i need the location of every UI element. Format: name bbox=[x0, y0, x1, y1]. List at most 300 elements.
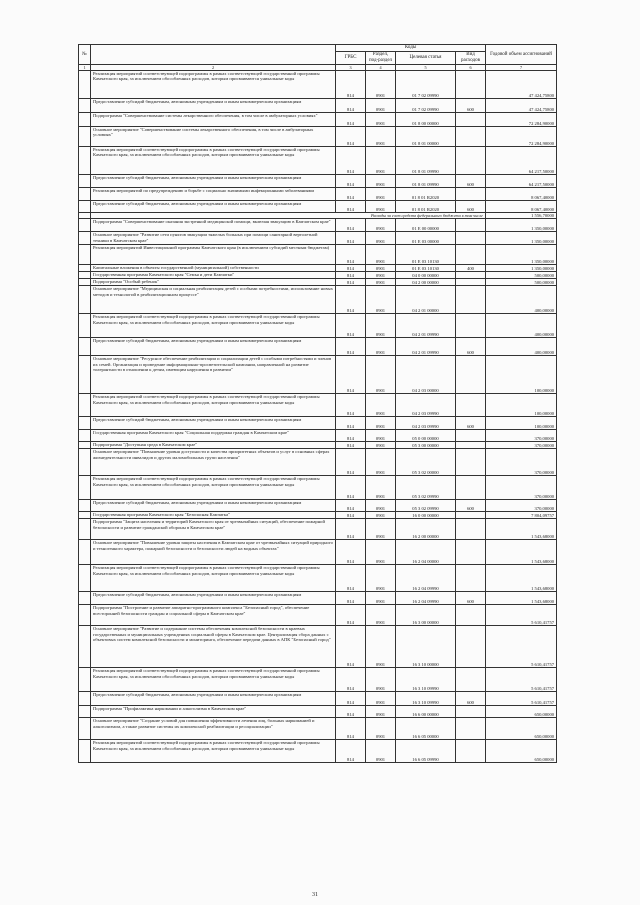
row-name: Реализация мероприятий соответствующей подпрограммы в рамках соответствующей государственной программы Камчатского края, за исключением обособленных расходов, которым присваиваются уникальные коды bbox=[91, 476, 336, 500]
row-expense-type: 600 bbox=[456, 175, 486, 188]
row-grbs: 814 bbox=[336, 430, 366, 442]
table-row bbox=[79, 476, 557, 500]
row-target-article: 16 3 10 00000 bbox=[396, 626, 456, 668]
header-name bbox=[91, 45, 336, 65]
row-number bbox=[79, 175, 91, 188]
row-expense-type bbox=[456, 668, 486, 692]
table-row bbox=[79, 417, 557, 430]
row-number bbox=[79, 265, 91, 272]
row-target-article: 05 0 00 00000 bbox=[396, 430, 456, 442]
row-number bbox=[79, 519, 91, 540]
row-target-article: 16 3 00 00000 bbox=[396, 605, 456, 626]
table-row bbox=[79, 272, 557, 279]
row-number bbox=[79, 314, 91, 338]
row-name: Подпрограмма "Совершенствование системы лекарственного обеспечения, в том числе в амбулаторных условиях" bbox=[91, 113, 336, 127]
row-section: 0901 bbox=[366, 605, 396, 626]
row-sum: 72 284,90000 bbox=[486, 113, 557, 127]
row-grbs: 814 bbox=[336, 540, 366, 565]
note-sum: 1 556,70000 bbox=[486, 213, 557, 219]
column-number: 3 bbox=[336, 65, 366, 71]
row-number bbox=[79, 356, 91, 394]
row-name: Реализация мероприятий соответствующей подпрограммы в рамках соответствующей государственной программы Камчатского края, за исключением обособленных расходов, которым присваиваются уникальные коды bbox=[91, 314, 336, 338]
row-target-article: 04 0 00 00000 bbox=[396, 272, 456, 279]
row-target-article: 16 6 00 00000 bbox=[396, 706, 456, 718]
header-num: № bbox=[79, 45, 91, 65]
row-target-article: 01 Е 03 10130 bbox=[396, 245, 456, 265]
row-section: 0901 bbox=[366, 99, 396, 113]
table-row bbox=[79, 356, 557, 394]
row-section: 0901 bbox=[366, 706, 396, 718]
row-grbs: 814 bbox=[336, 512, 366, 519]
row-section: 0901 bbox=[366, 127, 396, 147]
table-row bbox=[79, 540, 557, 565]
row-section: 0901 bbox=[366, 740, 396, 763]
row-sum: 5 610,41757 bbox=[486, 626, 557, 668]
table-row bbox=[79, 442, 557, 449]
row-expense-type bbox=[456, 718, 486, 740]
row-grbs: 814 bbox=[336, 565, 366, 592]
row-name: Государственная программа Камчатского края "Безопасная Камчатка" bbox=[91, 512, 336, 519]
row-name: Реализация мероприятий соответствующей подпрограммы в рамках соответствующей государственной программы Камчатского края, за исключением обособленных расходов, которым присваиваются уникальные коды bbox=[91, 147, 336, 175]
row-sum: 1 350,00000 bbox=[486, 265, 557, 272]
row-section: 0901 bbox=[366, 338, 396, 356]
row-name: Подпрограмма "Совершенствование оказания экстренной медицинской помощи, включая эвакуацию в Камчатском крае" bbox=[91, 219, 336, 232]
row-number bbox=[79, 286, 91, 314]
row-sum: 1 543,68000 bbox=[486, 592, 557, 605]
row-target-article: 16 2 04 00000 bbox=[396, 540, 456, 565]
row-name: Подпрограмма "Доступная среда в Камчатском крае" bbox=[91, 442, 336, 449]
row-number bbox=[79, 565, 91, 592]
row-section: 0901 bbox=[366, 417, 396, 430]
row-grbs: 814 bbox=[336, 286, 366, 314]
table-row bbox=[79, 394, 557, 417]
row-expense-type bbox=[456, 356, 486, 394]
row-grbs: 814 bbox=[336, 127, 366, 147]
row-grbs: 814 bbox=[336, 175, 366, 188]
row-section: 0901 bbox=[366, 718, 396, 740]
table-row bbox=[79, 245, 557, 265]
row-number bbox=[79, 113, 91, 127]
column-number: 5 bbox=[396, 65, 456, 71]
table-row bbox=[79, 626, 557, 668]
row-number bbox=[79, 147, 91, 175]
row-target-article: 04 2 03 09990 bbox=[396, 394, 456, 417]
row-grbs: 814 bbox=[336, 232, 366, 245]
row-expense-type bbox=[456, 127, 486, 147]
row-sum: 47 424,75800 bbox=[486, 99, 557, 113]
row-number bbox=[79, 442, 91, 449]
row-target-article: 16 3 10 09990 bbox=[396, 668, 456, 692]
row-grbs: 814 bbox=[336, 394, 366, 417]
table-row bbox=[79, 605, 557, 626]
row-section: 0901 bbox=[366, 113, 396, 127]
row-section: 0901 bbox=[366, 565, 396, 592]
row-expense-type: 600 bbox=[456, 201, 486, 213]
table-row bbox=[79, 740, 557, 763]
row-section: 0901 bbox=[366, 692, 396, 706]
row-number bbox=[79, 99, 91, 113]
row-target-article: 16 6 05 09990 bbox=[396, 740, 456, 763]
row-grbs: 814 bbox=[336, 592, 366, 605]
row-sum: 400,00000 bbox=[486, 286, 557, 314]
row-sum: 5 610,41757 bbox=[486, 605, 557, 626]
row-name: Предоставление субсидий бюджетным, автономным учреждениям и иным некоммерческим организациям bbox=[91, 99, 336, 113]
header-expense-type: Вид расходов bbox=[456, 52, 486, 65]
row-expense-type bbox=[456, 245, 486, 265]
row-number bbox=[79, 279, 91, 286]
row-grbs: 814 bbox=[336, 668, 366, 692]
table-row bbox=[79, 592, 557, 605]
table-row bbox=[79, 338, 557, 356]
row-grbs: 814 bbox=[336, 314, 366, 338]
row-expense-type: 400 bbox=[456, 265, 486, 272]
row-sum: 8 067,40000 bbox=[486, 188, 557, 201]
row-expense-type bbox=[456, 442, 486, 449]
row-grbs: 814 bbox=[336, 706, 366, 718]
row-number bbox=[79, 232, 91, 245]
row-section: 0901 bbox=[366, 626, 396, 668]
row-target-article: 05 3 02 09990 bbox=[396, 500, 456, 512]
table-row bbox=[79, 692, 557, 706]
row-name: Основное мероприятие "Создание условий для повышения эффективности лечения лиц, больных наркоманией и алкоголизмом, а также развитие системы их комплексной реабилитации и ресоциализации" bbox=[91, 718, 336, 740]
row-number bbox=[79, 449, 91, 476]
row-target-article: 01 8 01 R2020 bbox=[396, 188, 456, 201]
column-number: 2 bbox=[91, 65, 336, 71]
table-row bbox=[79, 113, 557, 127]
row-section: 0901 bbox=[366, 71, 396, 99]
row-sum: 1 543,68000 bbox=[486, 540, 557, 565]
row-grbs: 814 bbox=[336, 201, 366, 213]
row-expense-type: 600 bbox=[456, 417, 486, 430]
row-grbs: 814 bbox=[336, 113, 366, 127]
row-name: Основное мероприятие "Развитие сети пунктов эвакуации тяжелых больных при помощи санитарной вертолетной техники в Камчатском крае" bbox=[91, 232, 336, 245]
row-expense-type bbox=[456, 565, 486, 592]
row-expense-type bbox=[456, 605, 486, 626]
row-target-article: 04 2 03 00000 bbox=[396, 356, 456, 394]
row-grbs: 814 bbox=[336, 356, 366, 394]
row-section: 0901 bbox=[366, 519, 396, 540]
row-section: 0901 bbox=[366, 430, 396, 442]
row-target-article: 01 8 00 00000 bbox=[396, 113, 456, 127]
table-row bbox=[79, 201, 557, 213]
table-row bbox=[79, 127, 557, 147]
row-target-article: 04 2 01 09990 bbox=[396, 338, 456, 356]
row-name: Предоставление субсидий бюджетным, автономным учреждениям и иным некоммерческим организациям bbox=[91, 201, 336, 213]
row-expense-type bbox=[456, 272, 486, 279]
row-number bbox=[79, 540, 91, 565]
table-row bbox=[79, 147, 557, 175]
row-section: 0901 bbox=[366, 500, 396, 512]
table-row bbox=[79, 71, 557, 99]
row-expense-type bbox=[456, 147, 486, 175]
row-section: 0901 bbox=[366, 232, 396, 245]
row-section: 0901 bbox=[366, 188, 396, 201]
table-row bbox=[79, 449, 557, 476]
row-name: Предоставление субсидий бюджетным, автономным учреждениям и иным некоммерческим организациям bbox=[91, 417, 336, 430]
row-grbs: 814 bbox=[336, 500, 366, 512]
table-row bbox=[79, 99, 557, 113]
row-name: Подпрограмма "Особый ребенок" bbox=[91, 279, 336, 286]
row-sum: 8 067,40000 bbox=[486, 201, 557, 213]
row-expense-type bbox=[456, 113, 486, 127]
row-section: 0901 bbox=[366, 592, 396, 605]
row-name: Реализация мероприятий соответствующей подпрограммы в рамках соответствующей государственной программы Камчатского края, за исключением обособленных расходов, которым присваиваются уникальные коды bbox=[91, 740, 336, 763]
column-number: 6 bbox=[456, 65, 486, 71]
row-name: Капитальные вложения в объекты государственной (муниципальной) собственности bbox=[91, 265, 336, 272]
row-sum: 7 804,09757 bbox=[486, 512, 557, 519]
row-sum: 400,00000 bbox=[486, 314, 557, 338]
table-row bbox=[79, 706, 557, 718]
row-target-article: 05 3 00 00000 bbox=[396, 442, 456, 449]
row-section: 0901 bbox=[366, 245, 396, 265]
table-row bbox=[79, 286, 557, 314]
row-target-article: 01 8 01 09990 bbox=[396, 175, 456, 188]
row-grbs: 814 bbox=[336, 272, 366, 279]
row-target-article: 01 8 01 09990 bbox=[396, 147, 456, 175]
row-number bbox=[79, 188, 91, 201]
row-sum: 47 424,75800 bbox=[486, 71, 557, 99]
row-sum: 370,00000 bbox=[486, 476, 557, 500]
row-expense-type bbox=[456, 71, 486, 99]
row-section: 0901 bbox=[366, 449, 396, 476]
row-name: Реализация мероприятий Инвестиционной программы Камчатского края (в исключением субсидий местным бюджетам) bbox=[91, 245, 336, 265]
column-number: 7 bbox=[486, 65, 557, 71]
row-name: Основное мероприятие "Совершенствование системы лекарственного обеспечения, в том числе в амбулаторных условиях" bbox=[91, 127, 336, 147]
row-sum: 500,00000 bbox=[486, 272, 557, 279]
row-number bbox=[79, 71, 91, 99]
row-sum: 1 543,68000 bbox=[486, 565, 557, 592]
row-target-article: 16 2 04 09990 bbox=[396, 565, 456, 592]
row-expense-type bbox=[456, 449, 486, 476]
row-name: Основное мероприятие "Медицинская и социальная реабилитация детей с особыми потребностями, использование новых методов и технологий в реабилитационном процессе" bbox=[91, 286, 336, 314]
column-number: 4 bbox=[366, 65, 396, 71]
note-text: Расходы за счет средств федерального бюджета в том числе bbox=[91, 213, 486, 219]
row-sum: 5 610,41757 bbox=[486, 692, 557, 706]
row-target-article: 01 7 02 09990 bbox=[396, 71, 456, 99]
row-sum: 400,00000 bbox=[486, 338, 557, 356]
row-target-article: 04 2 01 09990 bbox=[396, 314, 456, 338]
row-target-article: 01 Е 03 00000 bbox=[396, 232, 456, 245]
row-expense-type bbox=[456, 706, 486, 718]
row-grbs: 814 bbox=[336, 338, 366, 356]
row-section: 0901 bbox=[366, 476, 396, 500]
row-expense-type: 600 bbox=[456, 692, 486, 706]
row-sum: 64 217,50000 bbox=[486, 175, 557, 188]
row-expense-type bbox=[456, 188, 486, 201]
row-target-article: 16 3 10 09990 bbox=[396, 692, 456, 706]
row-target-article: 16 6 05 00000 bbox=[396, 718, 456, 740]
row-sum: 650,00000 bbox=[486, 706, 557, 718]
row-name: Реализация мероприятий по предупреждению и борьбе с социально значимыми инфекционными заболеваниями bbox=[91, 188, 336, 201]
row-sum: 370,00000 bbox=[486, 449, 557, 476]
row-expense-type bbox=[456, 219, 486, 232]
row-name: Основное мероприятие "Развитие и содержание системы обеспечения комплексной безопасности в краевых государственных и муниципальных учреждениях социальной сферы в Камчатском крае. Централизация сбора данных с объектовых систем комплексной безопасности и мониторинга, обеспечение передачи данных в АПК "Безопасный город" bbox=[91, 626, 336, 668]
row-target-article: 01 Е 03 10130 bbox=[396, 265, 456, 272]
row-name: Реализация мероприятий соответствующей подпрограммы в рамках соответствующей государственной программы Камчатского края, за исключением обособленных расходов, которым присваиваются уникальные коды bbox=[91, 565, 336, 592]
row-target-article: 16 2 00 00000 bbox=[396, 519, 456, 540]
row-number bbox=[79, 668, 91, 692]
row-expense-type bbox=[456, 626, 486, 668]
row-section: 0901 bbox=[366, 279, 396, 286]
row-number bbox=[79, 692, 91, 706]
row-number bbox=[79, 605, 91, 626]
row-expense-type bbox=[456, 476, 486, 500]
row-name: Государственная программа Камчатского края "Семья и дети Камчатки" bbox=[91, 272, 336, 279]
row-grbs: 814 bbox=[336, 476, 366, 500]
row-expense-type: 600 bbox=[456, 592, 486, 605]
row-grbs: 814 bbox=[336, 626, 366, 668]
row-section: 0901 bbox=[366, 175, 396, 188]
table-row bbox=[79, 314, 557, 338]
table-row bbox=[79, 668, 557, 692]
row-target-article: 01 8 01 00000 bbox=[396, 127, 456, 147]
table-row bbox=[79, 232, 557, 245]
row-number bbox=[79, 476, 91, 500]
row-name: Подпрограмма "Защита населения и территорий Камчатского края от чрезвычайных ситуаций, обеспечение пожарной безопасности и развитие гражданской обороны в Камчатском крае" bbox=[91, 519, 336, 540]
row-target-article: 04 2 01 00000 bbox=[396, 286, 456, 314]
row-section: 0901 bbox=[366, 540, 396, 565]
row-sum: 650,00000 bbox=[486, 740, 557, 763]
row-target-article: 04 2 00 00000 bbox=[396, 279, 456, 286]
header-razdel: Раздел, под-раздел bbox=[366, 52, 396, 65]
row-sum: 650,00000 bbox=[486, 718, 557, 740]
row-section: 0901 bbox=[366, 219, 396, 232]
row-number bbox=[79, 740, 91, 763]
row-target-article: 04 2 03 09990 bbox=[396, 417, 456, 430]
table-row bbox=[79, 219, 557, 232]
row-sum: 1 543,68000 bbox=[486, 519, 557, 540]
page-number: 31 bbox=[312, 892, 318, 898]
row-number bbox=[79, 127, 91, 147]
row-number bbox=[79, 706, 91, 718]
row-name: Государственная программа Камчатского края "Социальная поддержка граждан в Камчатском крае" bbox=[91, 430, 336, 442]
table-row bbox=[79, 175, 557, 188]
row-number bbox=[79, 201, 91, 213]
row-grbs: 814 bbox=[336, 605, 366, 626]
row-sum: 1 350,00000 bbox=[486, 219, 557, 232]
row-number bbox=[79, 417, 91, 430]
row-section: 0901 bbox=[366, 512, 396, 519]
row-sum: 370,00000 bbox=[486, 500, 557, 512]
row-number bbox=[79, 272, 91, 279]
row-grbs: 814 bbox=[336, 417, 366, 430]
column-number: 1 bbox=[79, 65, 91, 71]
row-section: 0901 bbox=[366, 265, 396, 272]
row-sum: 64 217,50000 bbox=[486, 147, 557, 175]
row-grbs: 814 bbox=[336, 245, 366, 265]
row-expense-type bbox=[456, 430, 486, 442]
row-expense-type bbox=[456, 394, 486, 417]
row-name: Подпрограмма "Построение и развитие аппаратно-программного комплекса "Безопасный город", обеспечение всесторонней безопасности граждан и социальной сферы в Камчатском крае" bbox=[91, 605, 336, 626]
row-target-article: 01 7 02 09990 bbox=[396, 99, 456, 113]
table-row bbox=[79, 265, 557, 272]
row-sum: 1 350,00000 bbox=[486, 245, 557, 265]
row-sum: 500,00000 bbox=[486, 279, 557, 286]
row-section: 0901 bbox=[366, 314, 396, 338]
row-name: Основное мероприятие "Ресурсное обеспечение реабилитации и социализации детей с особыми потребностями и членов их семей. Организация и проведение информационно-просветительской кампании, направленной на развитие толерантности в отношении к детям, имеющим нарушения в развитии" bbox=[91, 356, 336, 394]
row-grbs: 814 bbox=[336, 692, 366, 706]
row-name: Предоставление субсидий бюджетным, автономным учреждениям и иным некоммерческим организациям bbox=[91, 338, 336, 356]
row-name: Предоставление субсидий бюджетным, автономным учреждениям и иным некоммерческим организациям bbox=[91, 500, 336, 512]
row-expense-type: 600 bbox=[456, 500, 486, 512]
row-expense-type: 600 bbox=[456, 338, 486, 356]
row-expense-type bbox=[456, 279, 486, 286]
row-section: 0901 bbox=[366, 442, 396, 449]
table-row bbox=[79, 512, 557, 519]
header-target-article: Целевая статья bbox=[396, 52, 456, 65]
row-number bbox=[79, 512, 91, 519]
row-sum: 100,00000 bbox=[486, 356, 557, 394]
row-section: 0901 bbox=[366, 394, 396, 417]
row-sum: 5 610,41757 bbox=[486, 668, 557, 692]
row-target-article: 16 2 04 09990 bbox=[396, 592, 456, 605]
row-section: 0901 bbox=[366, 272, 396, 279]
row-target-article: 05 3 02 09990 bbox=[396, 476, 456, 500]
table-row bbox=[79, 188, 557, 201]
row-section: 0901 bbox=[366, 286, 396, 314]
header-grbs: ГРБС bbox=[336, 52, 366, 65]
row-sum: 100,00000 bbox=[486, 417, 557, 430]
row-name: Предоставление субсидий бюджетным, автономным учреждениям и иным некоммерческим организациям bbox=[91, 692, 336, 706]
row-name: Предоставление субсидий бюджетным, автономным учреждениям и иным некоммерческим организациям bbox=[91, 592, 336, 605]
row-number bbox=[79, 500, 91, 512]
row-grbs: 814 bbox=[336, 71, 366, 99]
row-number bbox=[79, 338, 91, 356]
row-section: 0901 bbox=[366, 201, 396, 213]
row-expense-type: 600 bbox=[456, 99, 486, 113]
row-number bbox=[79, 626, 91, 668]
row-number bbox=[79, 430, 91, 442]
row-grbs: 814 bbox=[336, 147, 366, 175]
row-sum: 370,00000 bbox=[486, 442, 557, 449]
row-number bbox=[79, 394, 91, 417]
row-grbs: 814 bbox=[336, 99, 366, 113]
row-sum: 100,00000 bbox=[486, 394, 557, 417]
row-grbs: 814 bbox=[336, 219, 366, 232]
row-name: Предоставление субсидий бюджетным, автономным учреждениям и иным некоммерческим организациям bbox=[91, 175, 336, 188]
row-expense-type bbox=[456, 286, 486, 314]
row-target-article: 05 3 02 00000 bbox=[396, 449, 456, 476]
row-grbs: 814 bbox=[336, 442, 366, 449]
table-row bbox=[79, 279, 557, 286]
table-row bbox=[79, 565, 557, 592]
row-sum: 1 350,00000 bbox=[486, 232, 557, 245]
row-number bbox=[79, 592, 91, 605]
table-row bbox=[79, 500, 557, 512]
row-name: Реализация мероприятий соответствующей подпрограммы в рамках соответствующей государственной программы Камчатского края, за исключением обособленных расходов, которым присваиваются уникальные коды bbox=[91, 668, 336, 692]
table-row bbox=[79, 430, 557, 442]
table-body bbox=[79, 71, 557, 763]
row-grbs: 814 bbox=[336, 449, 366, 476]
row-expense-type bbox=[456, 232, 486, 245]
row-number bbox=[79, 245, 91, 265]
row-name: Подпрограмма "Профилактика наркомании и алкоголизма в Камчатском крае" bbox=[91, 706, 336, 718]
row-grbs: 814 bbox=[336, 519, 366, 540]
table-row bbox=[79, 519, 557, 540]
row-grbs: 814 bbox=[336, 188, 366, 201]
row-expense-type bbox=[456, 519, 486, 540]
row-name: Основное мероприятие "Повышение уровня защиты населения в Камчатском крае от чрезвычайных ситуаций природного и техногенного характера, пожарной безопасности и безопасности людей на водных объектах" bbox=[91, 540, 336, 565]
row-section: 0901 bbox=[366, 668, 396, 692]
header-codes: Коды bbox=[336, 45, 486, 52]
row-name: Основное мероприятие "Повышение уровня доступности и качества приоритетных объектов и услуг в основных сферах жизнедеятельности инвалидов и других маломобильных групп населения" bbox=[91, 449, 336, 476]
row-target-article: 01 Е 00 00000 bbox=[396, 219, 456, 232]
table-row bbox=[79, 718, 557, 740]
budget-table bbox=[78, 44, 557, 763]
row-name: Реализация мероприятий соответствующей подпрограммы в рамках соответствующей государственной программы Камчатского края, за исключением обособленных расходов, которым присваиваются уникальные коды bbox=[91, 394, 336, 417]
row-target-article: 16 0 00 00000 bbox=[396, 512, 456, 519]
row-grbs: 814 bbox=[336, 265, 366, 272]
